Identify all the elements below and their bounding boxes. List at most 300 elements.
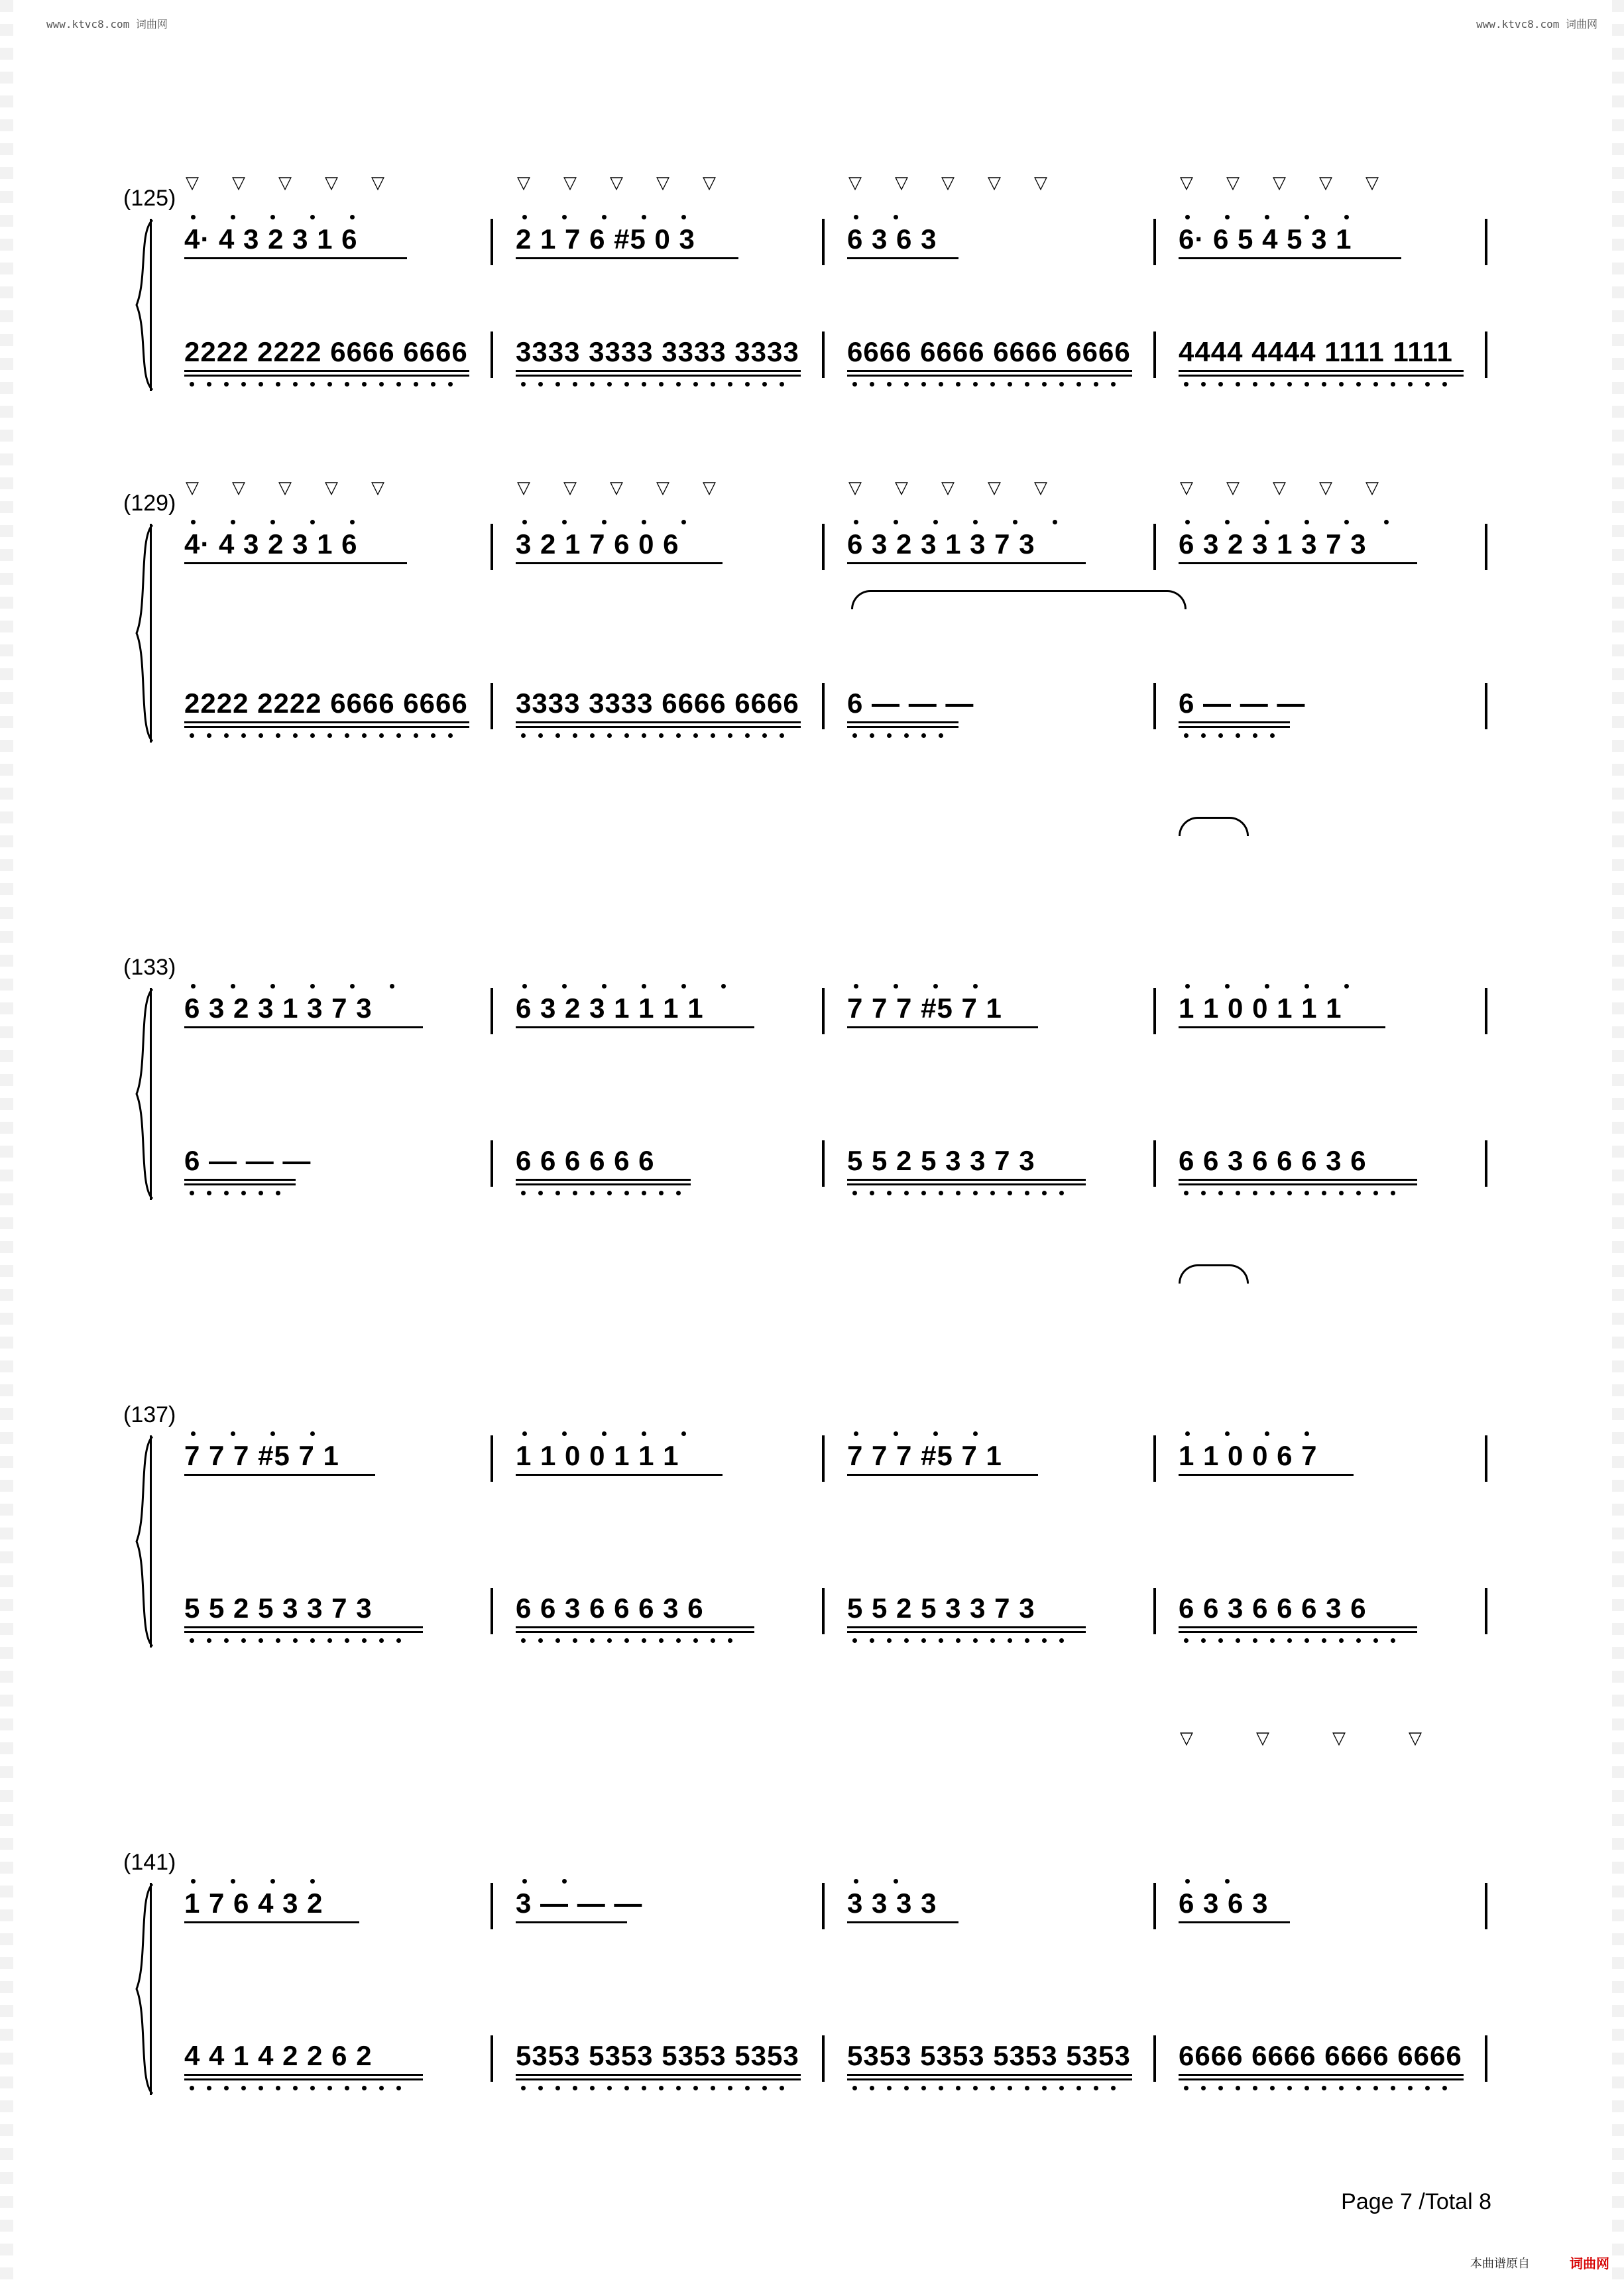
- barline: [1485, 1588, 1487, 1634]
- low-octave-dot: [921, 382, 926, 387]
- melody-notes: 6 3 2 3 1 3 7 3: [847, 528, 1035, 560]
- footer-logo-brand: 词曲网: [1570, 2255, 1609, 2271]
- low-octave-dot: [642, 2086, 646, 2090]
- low-octave-dot: [676, 1191, 681, 1195]
- low-octave-dot: [1391, 382, 1395, 387]
- barline: [822, 524, 825, 570]
- low-octave-dot: [379, 382, 384, 387]
- beam-underline: [516, 1921, 627, 1923]
- high-octave-dot: [933, 984, 938, 989]
- low-octave-dot: [973, 382, 978, 387]
- low-octave-dot: [555, 733, 560, 738]
- high-octave-dot: [894, 984, 898, 989]
- high-octave-dot: [522, 215, 527, 219]
- accent-triangle-icon: ▽: [941, 477, 955, 497]
- low-octave-dot: [887, 733, 892, 738]
- low-octave-dot: [904, 382, 909, 387]
- low-octave-dot: [711, 2086, 715, 2090]
- low-octave-dot: [224, 382, 229, 387]
- low-octave-dot: [1322, 2086, 1326, 2090]
- low-octave-dot: [956, 1191, 960, 1195]
- beam-underline: [847, 2074, 1132, 2076]
- high-octave-dot: [642, 1431, 646, 1436]
- lower-measure: [847, 1594, 1139, 1634]
- lower-measure: [516, 1147, 807, 1187]
- high-octave-dot: [1225, 1431, 1230, 1436]
- low-octave-dot: [1184, 1638, 1189, 1643]
- beam-underline: [847, 1179, 1086, 1181]
- beam-underline: [847, 562, 1086, 564]
- barline: [822, 2035, 825, 2082]
- low-octave-dot: [1201, 1638, 1206, 1643]
- high-octave-dot: [681, 215, 686, 219]
- low-octave-dot: [904, 1638, 909, 1643]
- high-octave-dot: [1225, 1879, 1230, 1884]
- low-octave-dot: [659, 1638, 664, 1643]
- beam-underline: [1179, 2078, 1464, 2080]
- low-octave-dot: [745, 382, 750, 387]
- accompaniment-notes: 5353 5353 5353 5353: [516, 2040, 799, 2071]
- system-start-barline: [150, 988, 152, 1200]
- high-octave-dot: [1265, 215, 1269, 219]
- upper-measure: [184, 530, 476, 570]
- low-octave-dot: [1236, 382, 1240, 387]
- high-octave-dot: [894, 215, 898, 219]
- footer-logo-text: 本曲谱原自: [1470, 2257, 1530, 2271]
- low-octave-dot: [1339, 2086, 1344, 2090]
- low-octave-dot: [1373, 1638, 1378, 1643]
- barline: [1485, 2035, 1487, 2082]
- low-octave-dot: [1008, 2086, 1012, 2090]
- grand-staff-brace: [133, 1883, 158, 2095]
- low-octave-dot: [745, 733, 750, 738]
- high-octave-dot: [1185, 215, 1190, 219]
- low-octave-dot: [939, 733, 943, 738]
- accompaniment-notes: 5 5 2 5 3 3 7 3: [184, 1593, 373, 1624]
- beam-underline: [516, 726, 801, 728]
- high-octave-dot: [1053, 520, 1057, 524]
- beam-underline: [184, 562, 407, 564]
- score-system: [123, 1263, 1491, 1654]
- beam-underline: [847, 1026, 1038, 1028]
- lower-measure: [1179, 338, 1470, 378]
- low-octave-dot: [1236, 733, 1240, 738]
- low-octave-dot: [887, 1191, 892, 1195]
- accent-triangle-icon: ▽: [1319, 172, 1332, 192]
- beam-underline: [516, 370, 801, 372]
- beam-underline: [516, 1183, 691, 1185]
- accent-triangle-icon: ▽: [371, 172, 384, 192]
- low-octave-dot: [1442, 382, 1447, 387]
- high-octave-dot: [1225, 984, 1230, 989]
- accent-triangle-icon: ▽: [1256, 1728, 1269, 1748]
- low-octave-dot: [259, 382, 263, 387]
- low-octave-dot: [728, 382, 732, 387]
- high-octave-dot: [231, 215, 235, 219]
- barline: [1485, 1140, 1487, 1187]
- low-octave-dot: [1008, 1191, 1012, 1195]
- low-octave-dot: [573, 733, 577, 738]
- low-octave-dot: [573, 382, 577, 387]
- low-octave-dot: [276, 1191, 280, 1195]
- low-octave-dot: [1339, 1638, 1344, 1643]
- low-octave-dot: [1305, 382, 1309, 387]
- low-octave-dot: [693, 1638, 698, 1643]
- low-octave-dot: [538, 1191, 543, 1195]
- beam-underline: [516, 2074, 801, 2076]
- low-octave-dot: [676, 382, 681, 387]
- accent-triangle-icon: ▽: [1034, 477, 1047, 497]
- upper-measure: [847, 530, 1139, 570]
- high-octave-dot: [1225, 215, 1230, 219]
- low-octave-dot: [538, 2086, 543, 2090]
- high-octave-dot: [854, 984, 858, 989]
- low-octave-dot: [1201, 1191, 1206, 1195]
- barline: [1485, 988, 1487, 1034]
- low-octave-dot: [921, 1638, 926, 1643]
- high-octave-dot: [602, 1431, 607, 1436]
- beam-underline: [1179, 1626, 1417, 1628]
- high-octave-dot: [894, 1879, 898, 1884]
- low-octave-dot: [1042, 1191, 1047, 1195]
- low-octave-dot: [1059, 382, 1064, 387]
- accent-triangle-icon: ▽: [517, 172, 530, 192]
- low-octave-dot: [1373, 382, 1378, 387]
- low-octave-dot: [780, 2086, 784, 2090]
- low-octave-dot: [990, 1191, 995, 1195]
- low-octave-dot: [590, 1191, 595, 1195]
- accent-triangle-icon: ▽: [563, 172, 577, 192]
- high-octave-dot: [1185, 1879, 1190, 1884]
- low-octave-dot: [327, 382, 332, 387]
- barline: [1153, 1140, 1156, 1187]
- low-octave-dot: [1391, 1638, 1395, 1643]
- lower-measure: [1179, 1147, 1470, 1187]
- tie-slur: [851, 590, 1187, 609]
- high-octave-dot: [933, 1431, 938, 1436]
- high-octave-dot: [854, 215, 858, 219]
- low-octave-dot: [642, 382, 646, 387]
- upper-measure: [847, 1442, 1139, 1482]
- low-octave-dot: [1059, 1638, 1064, 1643]
- beam-underline: [184, 1179, 296, 1181]
- grand-staff-brace: [133, 988, 158, 1200]
- low-octave-dot: [921, 2086, 926, 2090]
- low-octave-dot: [241, 2086, 246, 2090]
- lower-measure: [516, 338, 807, 378]
- low-octave-dot: [1059, 1191, 1064, 1195]
- low-octave-dot: [1270, 1638, 1275, 1643]
- low-octave-dot: [1391, 2086, 1395, 2090]
- low-octave-dot: [973, 1191, 978, 1195]
- low-octave-dot: [276, 382, 280, 387]
- low-octave-dot: [1236, 2086, 1240, 2090]
- low-octave-dot: [207, 1638, 211, 1643]
- low-octave-dot: [224, 1191, 229, 1195]
- upper-measure: [1179, 225, 1470, 265]
- low-octave-dot: [728, 733, 732, 738]
- high-octave-dot: [191, 984, 196, 989]
- lower-measure: [516, 1594, 807, 1634]
- low-octave-dot: [607, 2086, 612, 2090]
- low-octave-dot: [852, 382, 857, 387]
- low-octave-dot: [1356, 1638, 1361, 1643]
- lower-measure: [184, 338, 476, 378]
- low-octave-dot: [555, 1638, 560, 1643]
- low-octave-dot: [327, 733, 332, 738]
- upper-measure: [1179, 1442, 1470, 1482]
- upper-measure: [516, 1890, 807, 1929]
- low-octave-dot: [190, 2086, 194, 2090]
- high-octave-dot: [522, 520, 527, 524]
- low-octave-dot: [1042, 2086, 1047, 2090]
- low-octave-dot: [1218, 1191, 1223, 1195]
- accent-triangle-icon: ▽: [1226, 172, 1240, 192]
- beam-underline: [184, 1921, 359, 1923]
- low-octave-dot: [241, 733, 246, 738]
- low-octave-dot: [1218, 733, 1223, 738]
- upper-measure: [516, 1442, 807, 1482]
- low-octave-dot: [1373, 1191, 1378, 1195]
- accent-triangle-icon: ▽: [895, 477, 908, 497]
- high-octave-dot: [350, 520, 355, 524]
- high-octave-dot: [191, 1879, 196, 1884]
- barline: [1153, 1435, 1156, 1482]
- low-octave-dot: [939, 2086, 943, 2090]
- accompaniment-notes: 6 — — —: [847, 688, 974, 719]
- accent-triangle-icon: ▽: [1180, 172, 1193, 192]
- low-octave-dot: [448, 733, 453, 738]
- accent-triangle-icon: ▽: [278, 477, 292, 497]
- score-system: [123, 815, 1491, 1207]
- tie-slur: [1179, 817, 1249, 836]
- low-octave-dot: [1408, 382, 1413, 387]
- low-octave-dot: [276, 733, 280, 738]
- beam-underline: [1179, 1026, 1385, 1028]
- low-octave-dot: [448, 382, 453, 387]
- low-octave-dot: [590, 1638, 595, 1643]
- beam-underline: [1179, 1183, 1417, 1185]
- low-octave-dot: [852, 1191, 857, 1195]
- beam-underline: [516, 375, 801, 377]
- low-octave-dot: [1184, 733, 1189, 738]
- high-octave-dot: [1265, 984, 1269, 989]
- beam-underline: [1179, 721, 1290, 723]
- high-octave-dot: [1344, 215, 1349, 219]
- low-octave-dot: [1184, 1191, 1189, 1195]
- accent-triangle-icon: ▽: [895, 172, 908, 192]
- high-octave-dot: [350, 215, 355, 219]
- upper-measure: [847, 1890, 1139, 1929]
- accent-triangle-icon: ▽: [610, 477, 623, 497]
- low-octave-dot: [590, 733, 595, 738]
- accent-triangle-icon: ▽: [232, 477, 245, 497]
- low-octave-dot: [538, 382, 543, 387]
- low-octave-dot: [676, 2086, 681, 2090]
- low-octave-dot: [659, 733, 664, 738]
- beam-underline: [184, 1183, 296, 1185]
- low-octave-dot: [414, 382, 418, 387]
- lower-measure: [184, 1594, 476, 1634]
- low-octave-dot: [1305, 1191, 1309, 1195]
- low-octave-dot: [1042, 382, 1047, 387]
- beam-underline: [847, 370, 1132, 372]
- beam-underline: [184, 375, 469, 377]
- beam-underline: [516, 1631, 754, 1633]
- accent-triangle-icon: ▽: [656, 477, 669, 497]
- accent-triangle-icon: ▽: [703, 477, 716, 497]
- low-octave-dot: [1025, 1638, 1029, 1643]
- low-octave-dot: [624, 2086, 629, 2090]
- beam-underline: [1179, 1921, 1290, 1923]
- low-octave-dot: [1356, 1191, 1361, 1195]
- high-octave-dot: [562, 1879, 567, 1884]
- beam-underline: [1179, 562, 1417, 564]
- low-octave-dot: [1322, 1638, 1326, 1643]
- low-octave-dot: [207, 2086, 211, 2090]
- accent-triangle-icon: ▽: [232, 172, 245, 192]
- low-octave-dot: [956, 382, 960, 387]
- low-octave-dot: [190, 733, 194, 738]
- low-octave-dot: [521, 1638, 526, 1643]
- low-octave-dot: [1042, 1638, 1047, 1643]
- lower-measure: [1179, 690, 1470, 729]
- low-octave-dot: [573, 1191, 577, 1195]
- upper-measure: [184, 994, 476, 1034]
- low-octave-dot: [207, 1191, 211, 1195]
- low-octave-dot: [1111, 2086, 1116, 2090]
- high-octave-dot: [270, 215, 275, 219]
- low-octave-dot: [1270, 1191, 1275, 1195]
- low-octave-dot: [1305, 2086, 1309, 2090]
- low-octave-dot: [1442, 2086, 1447, 2090]
- low-octave-dot: [241, 1638, 246, 1643]
- barline: [1153, 1883, 1156, 1929]
- low-octave-dot: [414, 733, 418, 738]
- low-octave-dot: [573, 2086, 577, 2090]
- melody-notes: 7 7 7 #5 7 1: [847, 1440, 1002, 1471]
- high-octave-dot: [270, 1879, 275, 1884]
- accent-triangle-icon: ▽: [1319, 477, 1332, 497]
- low-octave-dot: [607, 733, 612, 738]
- grand-staff-brace: [133, 524, 158, 743]
- low-octave-dot: [1184, 2086, 1189, 2090]
- upper-measure: [1179, 994, 1470, 1034]
- low-octave-dot: [379, 733, 384, 738]
- low-octave-dot: [939, 382, 943, 387]
- system-start-barline: [150, 1883, 152, 2095]
- accent-triangle-icon: ▽: [988, 477, 1001, 497]
- low-octave-dot: [310, 733, 315, 738]
- melody-notes: 6· 6 5 4 5 3 1: [1179, 223, 1352, 255]
- barline: [1153, 988, 1156, 1034]
- barline: [822, 1140, 825, 1187]
- lower-measure: [847, 2042, 1139, 2082]
- low-octave-dot: [780, 733, 784, 738]
- accompaniment-notes: 3333 3333 6666 6666: [516, 688, 799, 719]
- high-octave-dot: [1225, 520, 1230, 524]
- barline: [1485, 1883, 1487, 1929]
- upper-measure: [184, 225, 476, 265]
- low-octave-dot: [728, 2086, 732, 2090]
- melody-notes: 1 1 0 0 1 1 1: [1179, 992, 1342, 1024]
- low-octave-dot: [555, 2086, 560, 2090]
- beam-underline: [847, 257, 958, 259]
- low-octave-dot: [1253, 1191, 1257, 1195]
- beam-underline: [1179, 1179, 1417, 1181]
- barline: [1153, 2035, 1156, 2082]
- low-octave-dot: [607, 382, 612, 387]
- upper-measure: [847, 994, 1139, 1034]
- beam-underline: [516, 1474, 723, 1476]
- low-octave-dot: [990, 382, 995, 387]
- low-octave-dot: [1218, 2086, 1223, 2090]
- low-octave-dot: [1094, 2086, 1098, 2090]
- low-octave-dot: [1008, 382, 1012, 387]
- low-octave-dot: [1201, 2086, 1206, 2090]
- page-footer: Page 7 /Total 8: [1341, 2189, 1491, 2214]
- barline: [822, 1435, 825, 1482]
- low-octave-dot: [190, 382, 194, 387]
- beam-underline: [1179, 370, 1464, 372]
- low-octave-dot: [1236, 1191, 1240, 1195]
- beam-underline: [847, 1921, 958, 1923]
- lower-measure: [184, 690, 476, 729]
- low-octave-dot: [362, 733, 367, 738]
- low-octave-dot: [1339, 1191, 1344, 1195]
- barline: [1485, 1435, 1487, 1482]
- low-octave-dot: [1287, 1191, 1292, 1195]
- low-octave-dot: [521, 382, 526, 387]
- low-octave-dot: [921, 1191, 926, 1195]
- accompaniment-notes: 3333 3333 3333 3333: [516, 336, 799, 367]
- high-octave-dot: [1344, 520, 1349, 524]
- barline: [822, 988, 825, 1034]
- low-octave-dot: [1425, 382, 1430, 387]
- low-octave-dot: [693, 2086, 698, 2090]
- low-octave-dot: [590, 382, 595, 387]
- high-octave-dot: [642, 215, 646, 219]
- accent-triangle-icon: ▽: [703, 172, 716, 192]
- high-octave-dot: [602, 520, 607, 524]
- upper-measure: [1179, 530, 1470, 570]
- system-start-barline: [150, 1435, 152, 1648]
- system-start-barline: [150, 524, 152, 743]
- low-octave-dot: [573, 1638, 577, 1643]
- measure-number: (141): [123, 1850, 176, 1875]
- low-octave-dot: [241, 1191, 246, 1195]
- low-octave-dot: [1253, 382, 1257, 387]
- system-start-barline: [150, 219, 152, 391]
- high-octave-dot: [231, 520, 235, 524]
- high-octave-dot: [721, 984, 726, 989]
- low-octave-dot: [345, 1638, 349, 1643]
- low-octave-dot: [870, 2086, 874, 2090]
- accent-triangle-icon: ▽: [941, 172, 955, 192]
- accompaniment-notes: 5 5 2 5 3 3 7 3: [847, 1593, 1035, 1624]
- low-octave-dot: [780, 382, 784, 387]
- accent-triangle-icon: ▽: [186, 172, 199, 192]
- beam-underline: [1179, 1631, 1417, 1633]
- accent-triangle-icon: ▽: [325, 172, 338, 192]
- low-octave-dot: [207, 733, 211, 738]
- low-octave-dot: [293, 2086, 298, 2090]
- accent-triangle-icon: ▽: [278, 172, 292, 192]
- low-octave-dot: [396, 733, 401, 738]
- accent-triangle-icon: ▽: [848, 172, 862, 192]
- low-octave-dot: [904, 2086, 909, 2090]
- high-octave-dot: [933, 520, 938, 524]
